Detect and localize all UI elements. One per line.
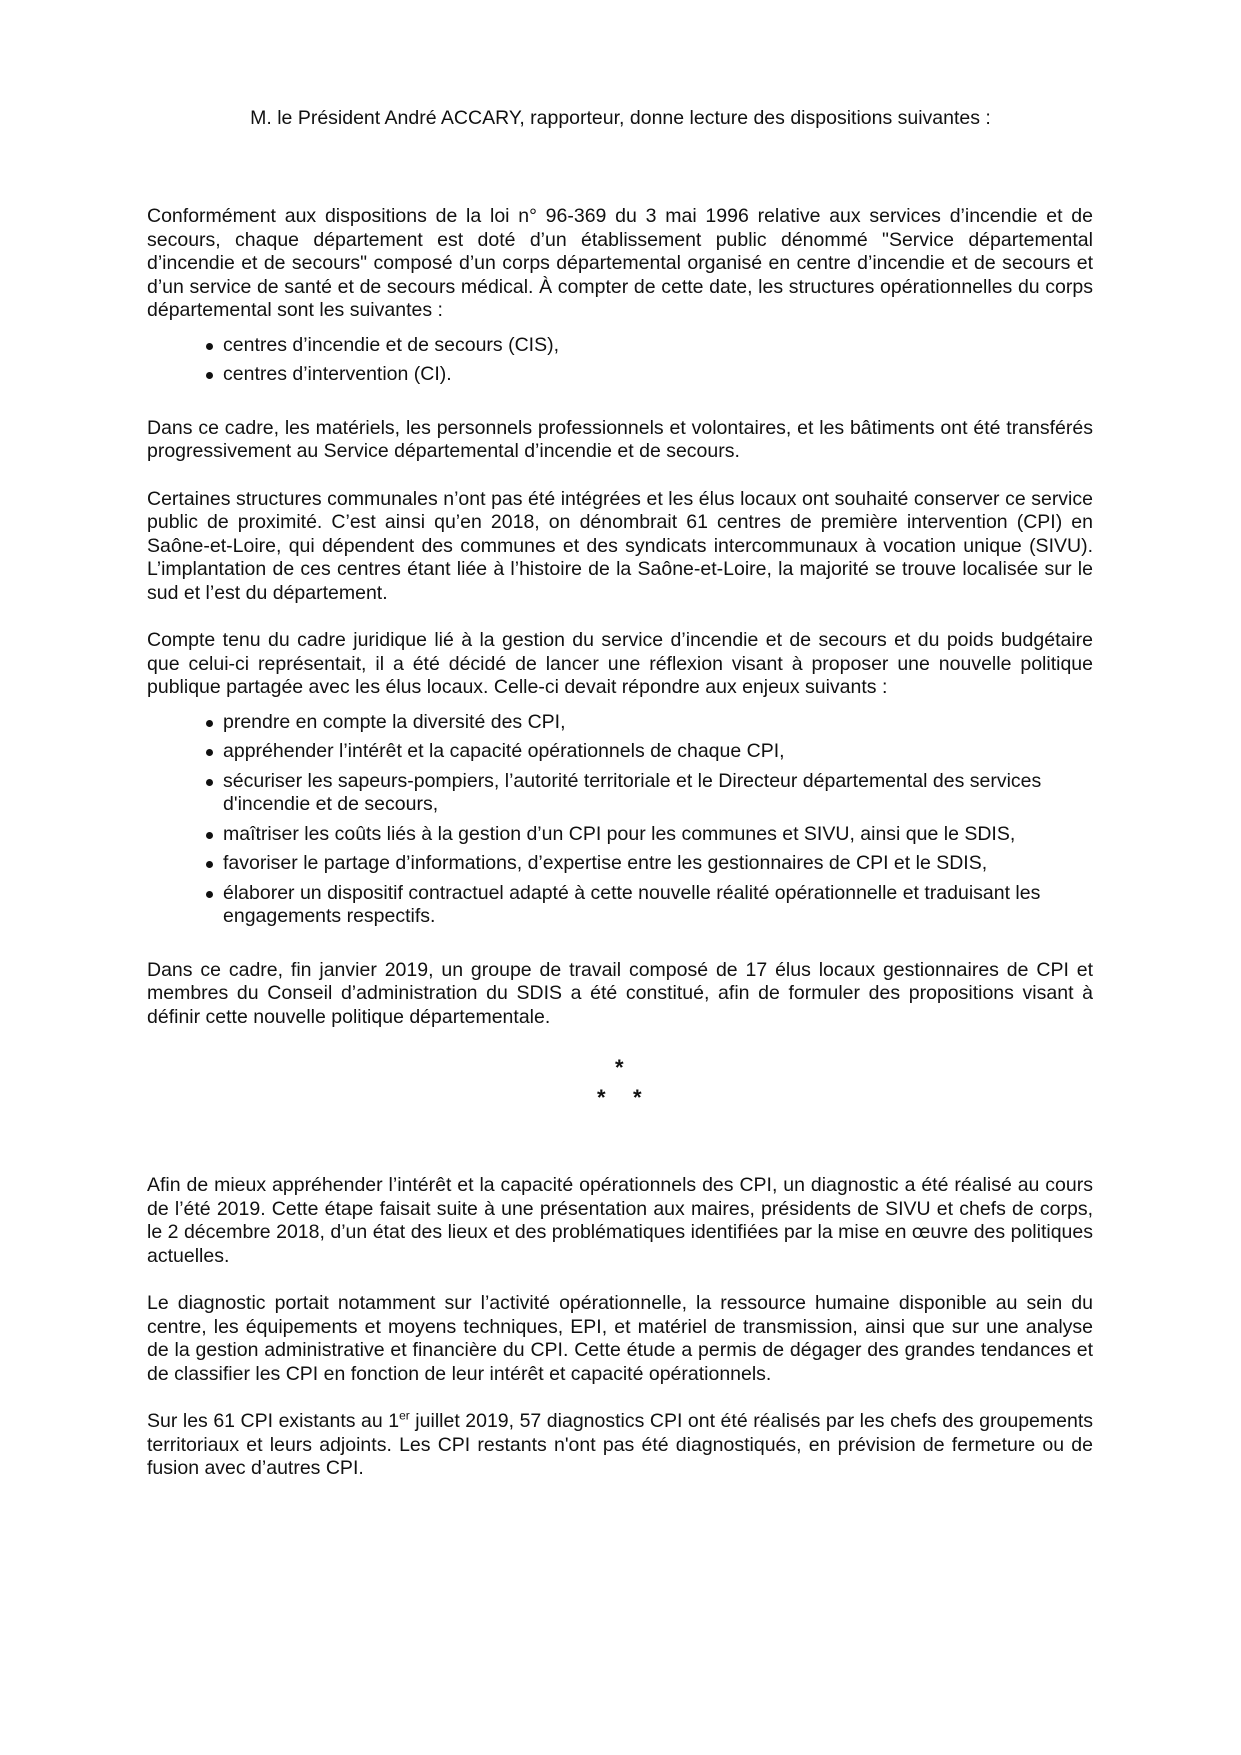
paragraph-2: Dans ce cadre, les matériels, les personnels professionnels et volontaires, et les bâtiments ont été transférés progressivement au Service départemental d’incendie et de secours. — [147, 416, 1093, 462]
structures-list — [147, 334, 1093, 387]
list-item: centres d’incendie et de secours (CIS), — [206, 334, 1093, 358]
list-item: sécuriser les sapeurs-pompiers, l’autorité territoriale et le Directeur départemental des services d'incendie et de secours, — [206, 770, 1093, 817]
paragraph-8: Sur les 61 CPI existants au 1er juillet 2019, 57 diagnostics CPI ont été réalisés par les chefs des groupements territoriaux et leurs adjoints. Les CPI restants n'ont pas été diagnostiqués, en prévision de fermeture ou de fusion avec d’autres CPI. — [147, 1408, 1093, 1479]
bullet-icon — [206, 720, 213, 727]
paragraph-1: Conformément aux dispositions de la loi n° 96-369 du 3 mai 1996 relative aux services d’incendie et de secours, chaque département est doté d’un établissement public dénommé "Service départemental d’incendie et de secours" composé d’un corps départemental organisé en centre d’incendie et de secours et d’un service de santé et de secours médical. À compter de cette date, les structures opérationnelles du corps départemental sont les suivantes : — [147, 205, 1093, 321]
list-item: prendre en compte la diversité des CPI, — [206, 711, 1093, 735]
paragraph-3: Certaines structures communales n’ont pas été intégrées et les élus locaux ont souhaité conserver ce service public de proximité. C’est ainsi qu’en 2018, on dénombrait 61 centres de première intervention (CPI) en Saône-et-Loire, qui dépendent des communes et des syndicats intercommunaux à vocation unique (SIVU). L’implantation de ces centres étant liée à l’histoire de la Saône-et-Loire, la majorité se trouve localisée sur le sud et l’est du département. — [147, 487, 1093, 604]
bullet-icon — [206, 779, 213, 786]
ordinal-superscript: er — [399, 1408, 410, 1423]
bullet-icon — [206, 372, 213, 379]
bullet-icon — [206, 343, 213, 350]
list-item: appréhender l’intérêt et la capacité opérationnels de chaque CPI, — [206, 740, 1093, 764]
list-item: favoriser le partage d’informations, d’expertise entre les gestionnaires de CPI et le SDIS, — [206, 852, 1093, 876]
asterism-separator — [147, 1057, 1093, 1122]
bullet-icon — [206, 861, 213, 868]
paragraph-4: Compte tenu du cadre juridique lié à la gestion du service d’incendie et de secours et du poids budgétaire que celui-ci représentait, il a été décidé de lancer une réflexion visant à proposer une nouvelle politique publique partagée avec les élus locaux. Celle-ci devait répondre aux enjeux suivants : — [147, 629, 1093, 698]
list-item: élaborer un dispositif contractuel adapté à cette nouvelle réalité opérationnelle et traduisant les engagements respectifs. — [206, 882, 1093, 929]
paragraph-7: Le diagnostic portait notamment sur l’activité opérationnelle, la ressource humaine disponible au sein du centre, les équipements et moyens techniques, EPI, et matériel de transmission, ainsi que sur une analyse de la gestion administrative et financière du CPI. Cette étude a permis de dégager des grandes tendances et de classifier les CPI en fonction de leur intérêt et capacité opérationnels. — [147, 1292, 1093, 1385]
bullet-icon — [206, 749, 213, 756]
list-item: centres d’intervention (CI). — [206, 363, 1093, 387]
document-body — [147, 205, 1093, 1481]
paragraph-5: Dans ce cadre, fin janvier 2019, un groupe de travail composé de 17 élus locaux gestionnaires de CPI et membres du Conseil d’administration du SDIS a été constitué, afin de formuler des propositions visant à définir cette nouvelle politique départementale. — [147, 958, 1093, 1028]
asterisk-mark: * — [633, 1085, 642, 1110]
challenges-list — [147, 711, 1093, 929]
bullet-icon — [206, 891, 213, 898]
paragraph-6: Afin de mieux appréhender l’intérêt et la capacité opérationnels des CPI, un diagnostic a été réalisé au cours de l’été 2019. Cette étape faisait suite à une présentation aux maires, présidents de SIVU et chefs de corps, le 2 décembre 2018, d’un état des lieux et des problématiques identifiées par la mise en œuvre des politiques actuelles. — [147, 1174, 1093, 1267]
asterisk-mark: * — [615, 1055, 624, 1080]
bullet-icon — [206, 832, 213, 839]
list-item: maîtriser les coûts liés à la gestion d’un CPI pour les communes et SIVU, ainsi que le SDIS, — [206, 823, 1093, 847]
asterisk-mark: * — [597, 1085, 606, 1110]
intro-line: M. le Président André ACCARY, rapporteur, donne lecture des dispositions suivantes : — [250, 107, 991, 129]
